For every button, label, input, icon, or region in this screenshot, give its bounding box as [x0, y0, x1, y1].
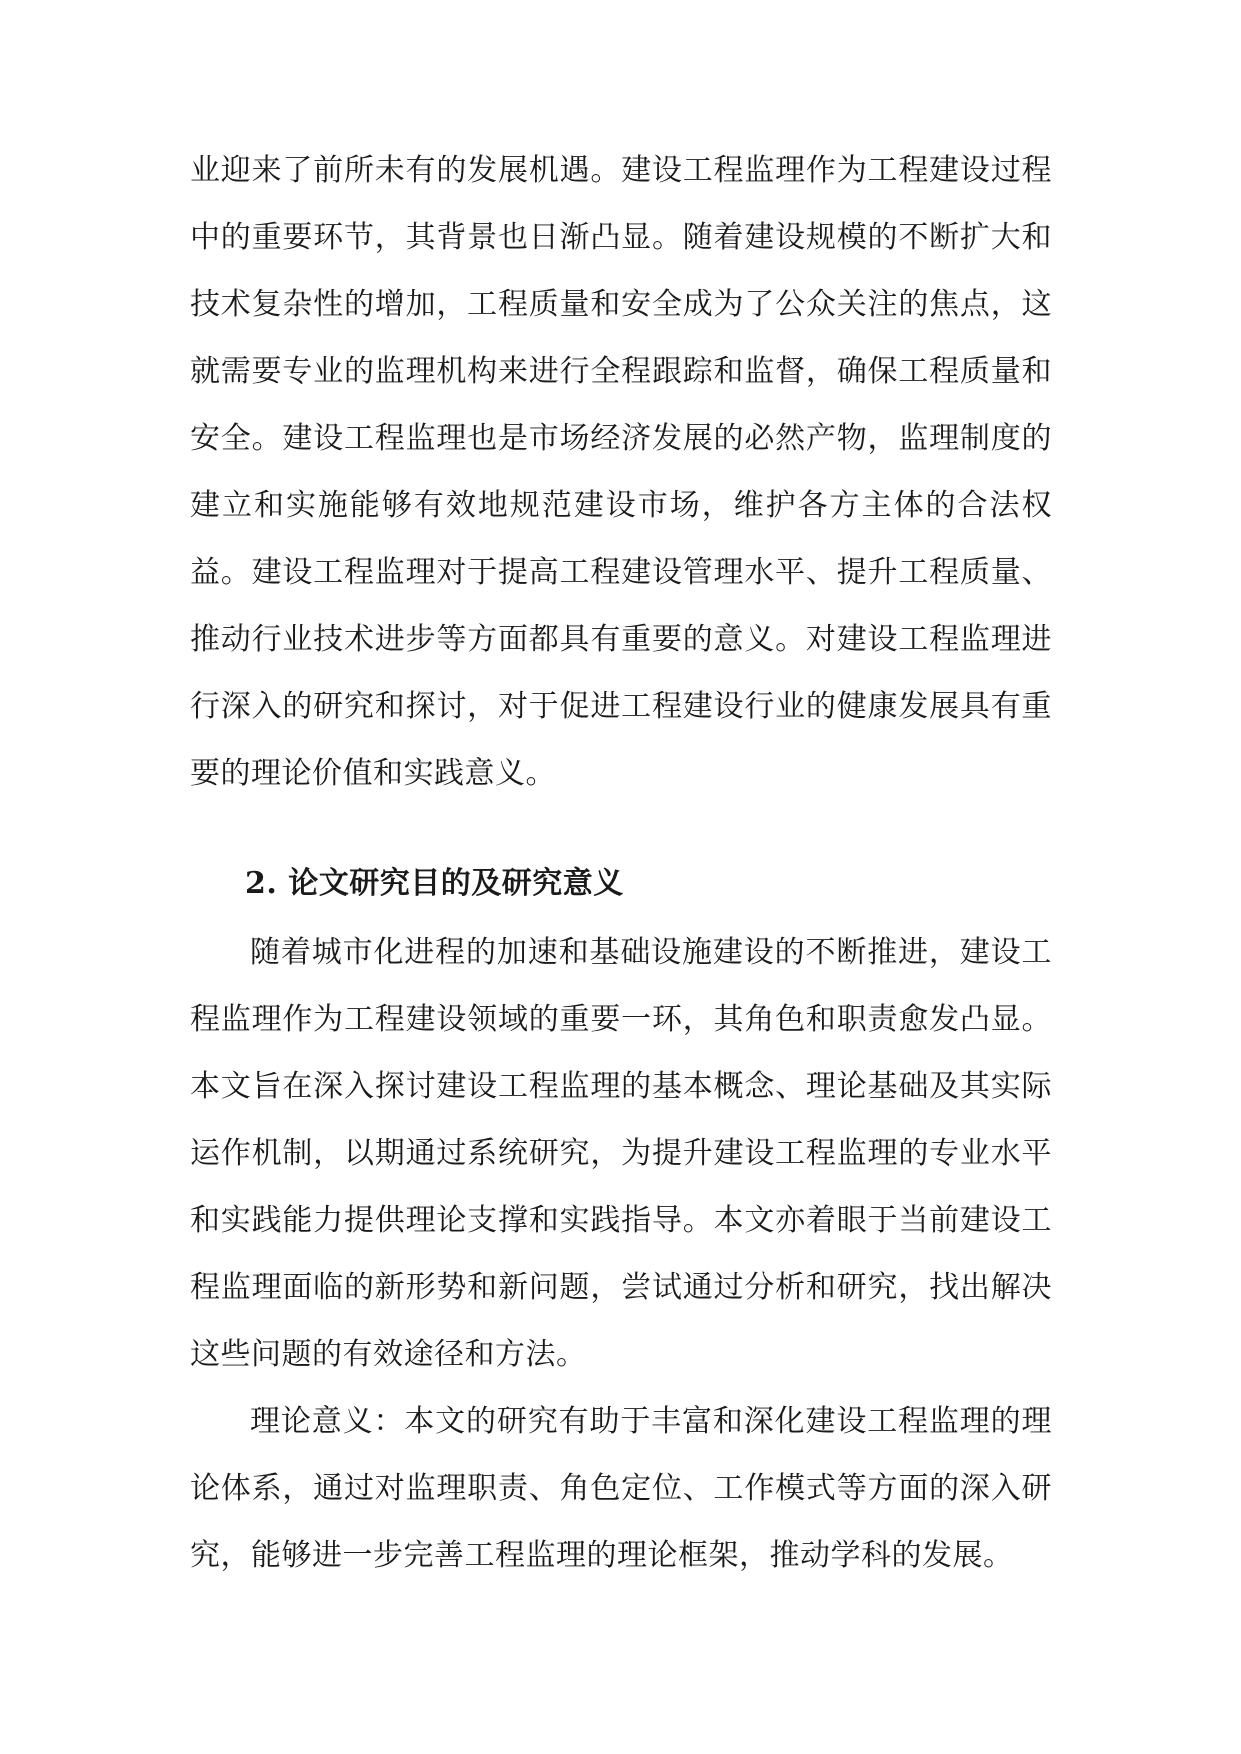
section-heading: 2. 论文研究目的及研究意义 — [245, 866, 624, 901]
body-paragraph-purpose: 随着城市化进程的加速和基础设施建设的不断推进，建设工程监理作为工程建设领域的重要一环，其角色和职责愈发凸显。本文旨在深入探讨建设工程监理的基本概念、理论基础及其实际运作机制，以期通过系统研究，为提升建设工程监理的专业水平和实践能力提供理论支撑和实践指导。本文亦着眼于当前建设工程监理面临的新形势和新问题，尝试通过分析和研究，找出解决这些问题的有效途径和方法。 — [190, 935, 1052, 1372]
body-paragraph-theoretical-significance: 理论意义：本文的研究有助于丰富和深化建设工程监理的理论体系，通过对监理职责、角色定位、工作模式等方面的深入研究，能够进一步完善工程监理的理论框架，推动学科的发展。 — [190, 1404, 1052, 1573]
body-paragraph-background: 业迎来了前所未有的发展机遇。建设工程监理作为工程建设过程中的重要环节，其背景也日渐凸显。随着建设规模的不断扩大和技术复杂性的增加，工程质量和安全成为了公众关注的焦点，这就需要专业的监理机构来进行全程跟踪和监督，确保工程质量和安全。建设工程监理也是市场经济发展的必然产物，监理制度的建立和实施能够有效地规范建设市场，维护各方主体的合法权益。建设工程监理对于提高工程建设管理水平、提升工程质量、推动行业技术进步等方面都具有重要的意义。对建设工程监理进行深入的研究和探讨，对于促进工程建设行业的健康发展具有重要的理论价值和实践意义。 — [190, 153, 1052, 791]
page-content — [190, 137, 1052, 1589]
